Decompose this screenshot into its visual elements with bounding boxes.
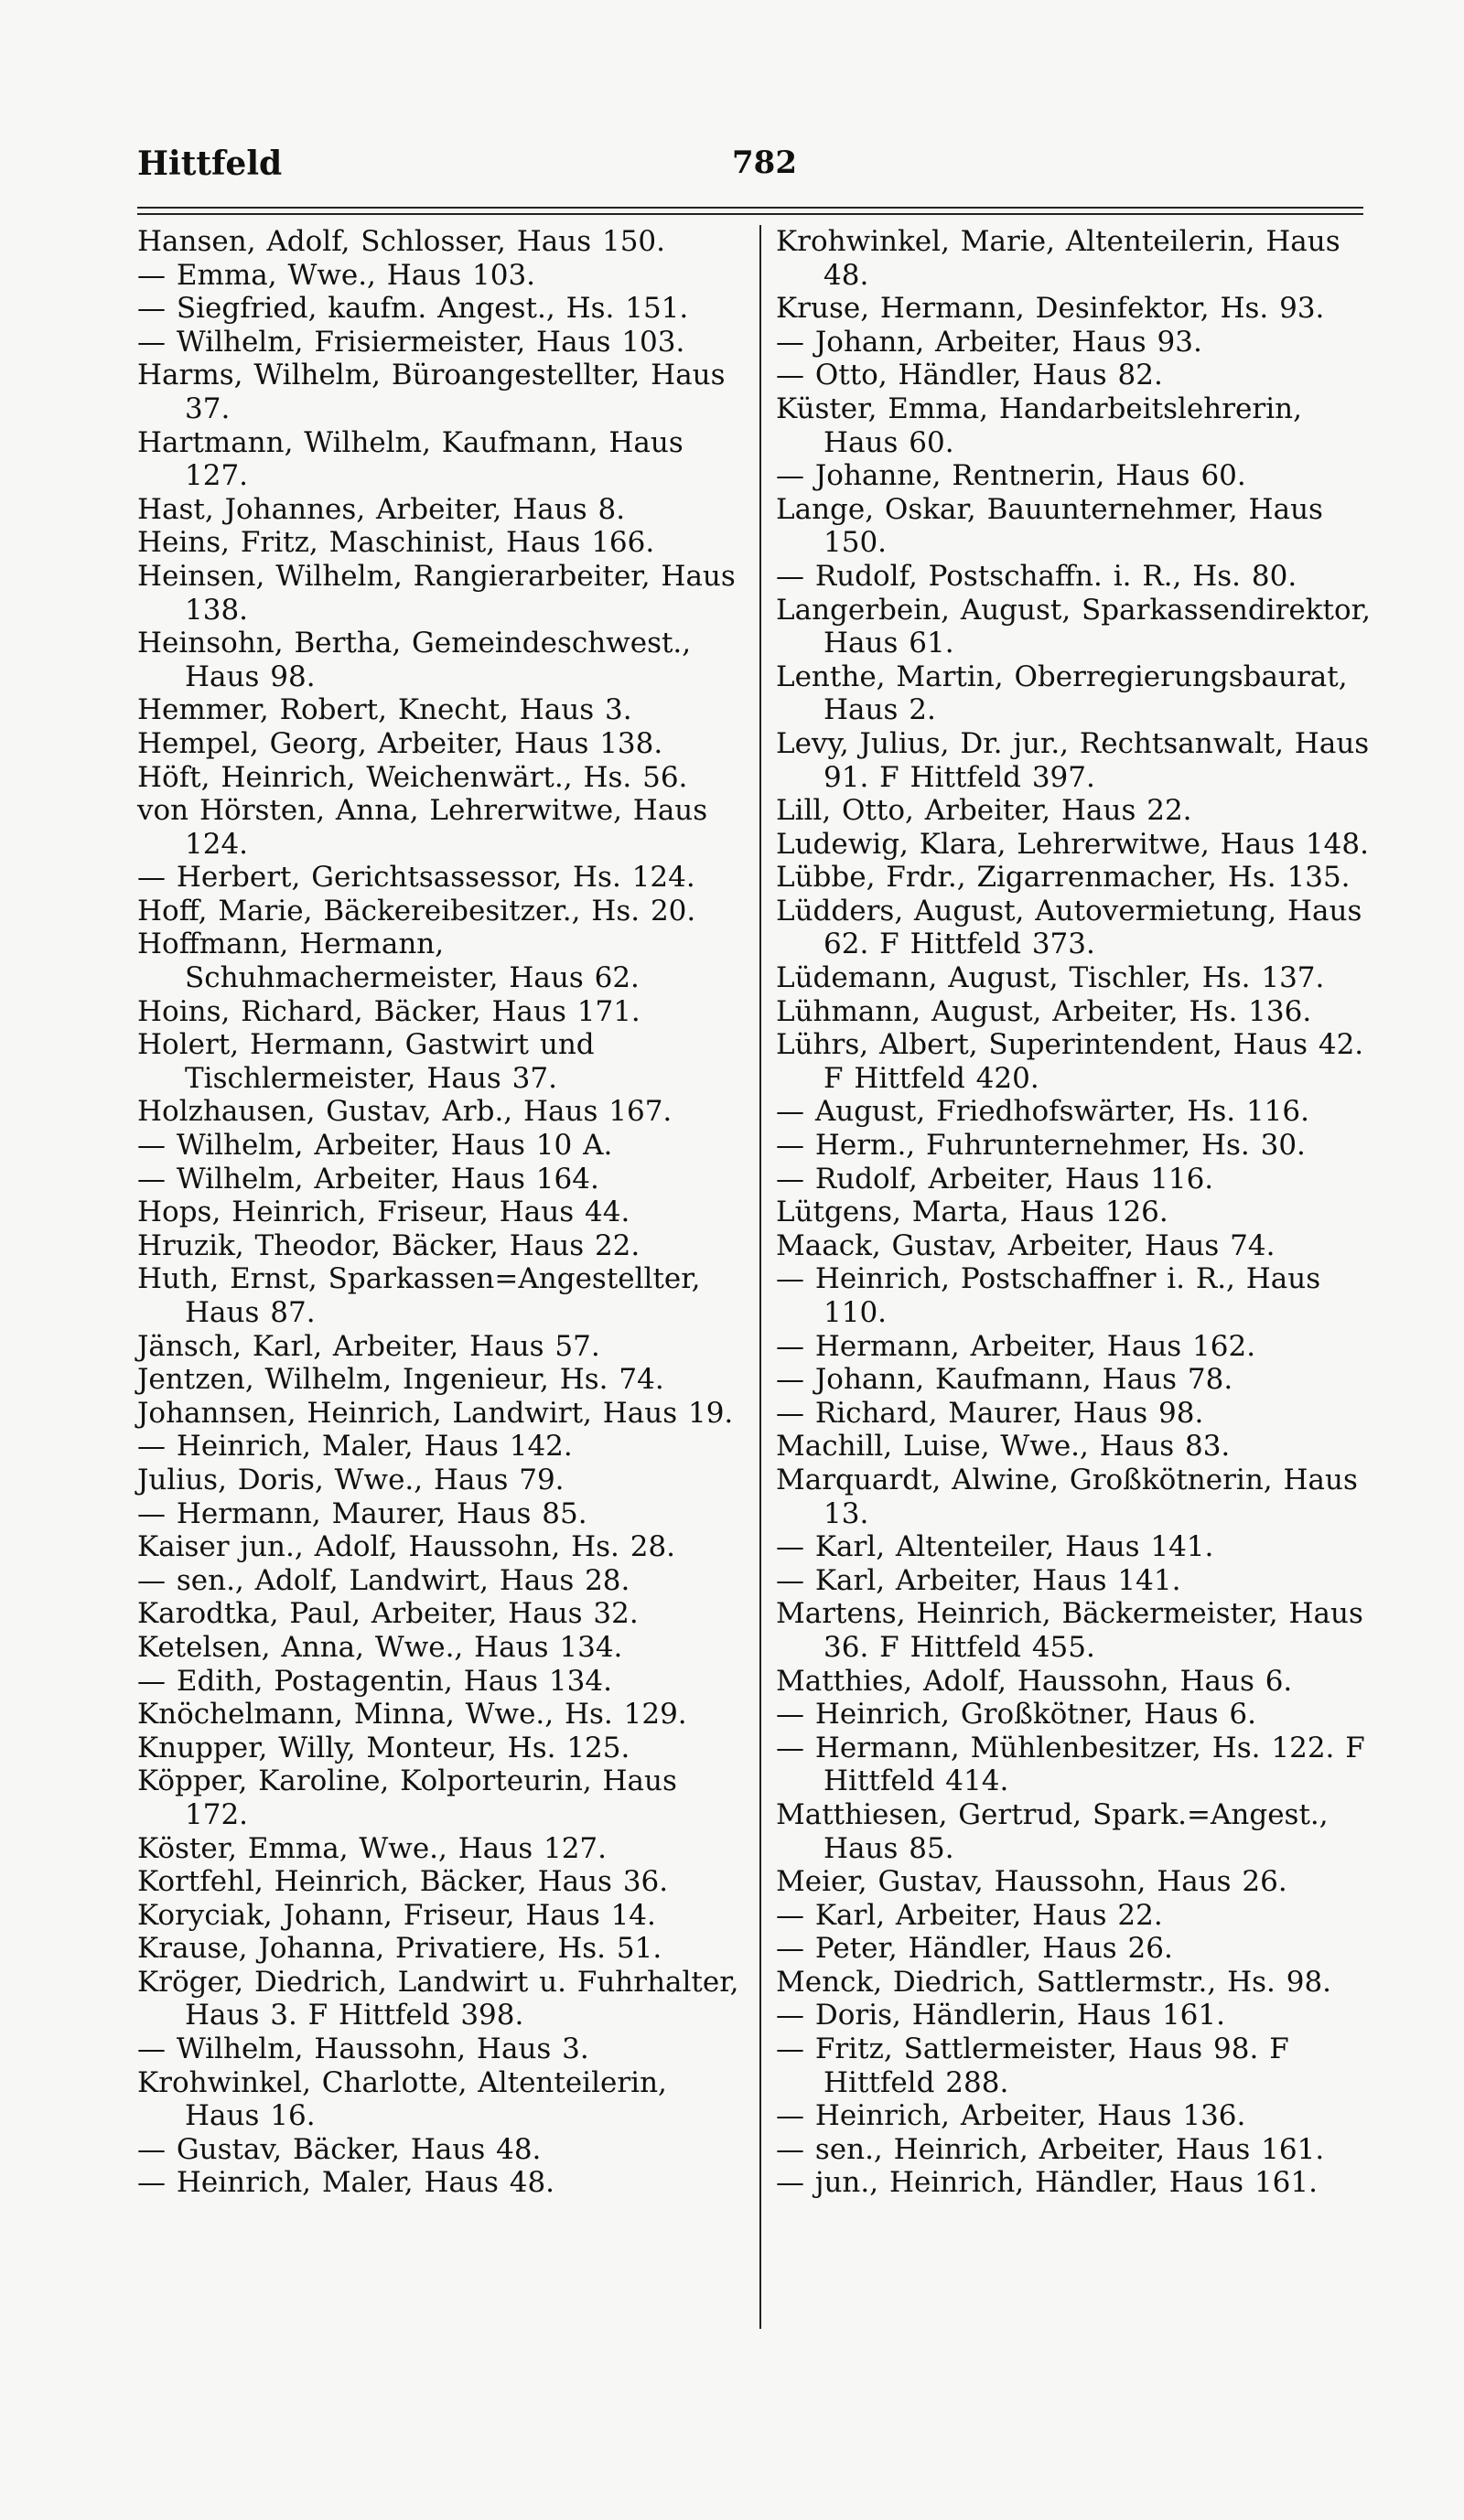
directory-entry: — Doris, Händlerin, Haus 161. [776, 1999, 1225, 2032]
directory-entry: — Heinrich, Arbeiter, Haus 136. [776, 2099, 1246, 2133]
directory-entry: — Rudolf, Postschaffn. i. R., Hs. 80. [776, 559, 1297, 593]
directory-entry: Ludewig, Klara, Lehrerwitwe, Haus 148. [776, 827, 1369, 861]
directory-entry: Lübbe, Frdr., Zigarrenmacher, Hs. 135. [776, 861, 1351, 895]
directory-entry: — Richard, Maurer, Haus 98. [776, 1396, 1204, 1430]
directory-entry: Heinsohn, Bertha, Gemeindeschwest., Haus 98. [137, 627, 692, 693]
directory-entry: — Johann, Kaufmann, Haus 78. [776, 1363, 1233, 1397]
directory-entry: — August, Friedhofswärter, Hs. 116. [776, 1095, 1309, 1129]
directory-entry: Maack, Gustav, Arbeiter, Haus 74. [776, 1228, 1276, 1262]
directory-entry: — Heinrich, Maler, Haus 142. [137, 1430, 573, 1464]
directory-entry: Kruse, Hermann, Desinfektor, Hs. 93. [776, 292, 1325, 326]
header-rule-lower [137, 213, 1363, 215]
right-column [776, 225, 1384, 2200]
directory-entry: Lüdders, August, Autovermietung, Haus 62. F Hittfeld 373. [776, 894, 1362, 961]
directory-entry: — jun., Heinrich, Händler, Haus 161. [776, 2166, 1318, 2200]
directory-entry: Lührs, Albert, Superintendent, Haus 42. F Hittfeld 420. [776, 1028, 1364, 1095]
directory-entry: Hansen, Adolf, Schlosser, Haus 150. [137, 225, 665, 258]
directory-entry: — Gustav, Bäcker, Haus 48. [137, 2132, 542, 2166]
directory-entry: Karodtka, Paul, Arbeiter, Haus 32. [137, 1597, 639, 1631]
directory-entry: Hoins, Richard, Bäcker, Haus 171. [137, 994, 640, 1028]
directory-entry: Lill, Otto, Arbeiter, Haus 22. [776, 794, 1192, 828]
directory-entry: — Heinrich, Postschaffner i. R., Haus 110. [776, 1262, 1321, 1329]
directory-entry: Heins, Fritz, Maschinist, Haus 166. [137, 526, 655, 560]
directory-entry: — Karl, Altenteiler, Haus 141. [776, 1530, 1214, 1564]
directory-entry: Küster, Emma, Handarbeitslehrerin, Haus 60. [776, 391, 1302, 459]
directory-entry: Köpper, Karoline, Kolporteurin, Haus 172. [137, 1764, 677, 1831]
directory-entry: — Johanne, Rentnerin, Haus 60. [776, 459, 1246, 493]
directory-entry: Julius, Doris, Wwe., Haus 79. [137, 1463, 565, 1496]
directory-entry: Koryciak, Johann, Friseur, Haus 14. [137, 1898, 656, 1932]
directory-entry: Huth, Ernst, Sparkassen=Angestellter, Haus 87. [137, 1262, 701, 1329]
directory-entry: Jänsch, Karl, Arbeiter, Haus 57. [137, 1329, 600, 1363]
directory-entry: — Hermann, Maurer, Haus 85. [137, 1496, 587, 1530]
directory-entry: — Herm., Fuhrunternehmer, Hs. 30. [776, 1129, 1306, 1163]
directory-entry: Köster, Emma, Wwe., Haus 127. [137, 1831, 608, 1865]
directory-entry: Lange, Oskar, Bauunternehmer, Haus 150. [776, 492, 1323, 560]
directory-entry: von Hörsten, Anna, Lehrerwitwe, Haus 124. [137, 794, 708, 861]
directory-entry: Krohwinkel, Charlotte, Altenteilerin, Haus 16. [137, 2065, 667, 2133]
directory-entry: — sen., Adolf, Landwirt, Haus 28. [137, 1563, 630, 1597]
directory-entry: Hemmer, Robert, Knecht, Haus 3. [137, 693, 632, 727]
directory-entry: Lüdemann, August, Tischler, Hs. 137. [776, 961, 1325, 995]
directory-entry: Kröger, Diedrich, Landwirt u. Fuhrhalter, Haus 3. F Hittfeld 398. [137, 1965, 739, 2032]
directory-entry: Hops, Heinrich, Friseur, Haus 44. [137, 1196, 630, 1229]
directory-entry: — Karl, Arbeiter, Haus 22. [776, 1898, 1163, 1932]
directory-entry: — Otto, Händler, Haus 82. [776, 359, 1163, 392]
directory-entry: — Fritz, Sattlermeister, Haus 98. F Hittfeld 288. [776, 2032, 1289, 2099]
directory-entry: Martens, Heinrich, Bäckermeister, Haus 36. F Hittfeld 455. [776, 1597, 1363, 1664]
directory-entry: Heinsen, Wilhelm, Rangierarbeiter, Haus 138. [137, 559, 736, 627]
directory-entry: Jentzen, Wilhelm, Ingenieur, Hs. 74. [137, 1363, 664, 1397]
directory-entry: Matthiesen, Gertrud, Spark.=Angest., Haus 85. [776, 1797, 1329, 1865]
left-column [137, 225, 746, 2200]
directory-entry: Matthies, Adolf, Haussohn, Haus 6. [776, 1664, 1293, 1698]
directory-entry: — Rudolf, Arbeiter, Haus 116. [776, 1162, 1214, 1196]
directory-entry: Hoffmann, Hermann, Schuhmachermeister, Haus 62. [137, 928, 640, 995]
directory-entry: Knupper, Willy, Monteur, Hs. 125. [137, 1731, 630, 1764]
directory-entry: Holert, Hermann, Gastwirt und Tischlermeister, Haus 37. [137, 1028, 595, 1095]
directory-entry: — sen., Heinrich, Arbeiter, Haus 161. [776, 2132, 1325, 2166]
header-rule-upper [137, 207, 1363, 209]
directory-entry: — Hermann, Arbeiter, Haus 162. [776, 1329, 1256, 1363]
running-head [137, 145, 1363, 190]
directory-entry: Höft, Heinrich, Weichenwärt., Hs. 56. [137, 760, 688, 794]
directory-entry: — Siegfried, kaufm. Angest., Hs. 151. [137, 292, 689, 326]
directory-entry: Lenthe, Martin, Oberregierungsbaurat, Haus 2. [776, 659, 1348, 727]
directory-entry: Lühmann, August, Arbeiter, Hs. 136. [776, 994, 1312, 1028]
directory-entry: — Heinrich, Großkötner, Haus 6. [776, 1698, 1256, 1732]
directory-entry: — Wilhelm, Arbeiter, Haus 164. [137, 1162, 599, 1196]
directory-entry: Hartmann, Wilhelm, Kaufmann, Haus 127. [137, 425, 684, 493]
directory-entry: Kortfehl, Heinrich, Bäcker, Haus 36. [137, 1865, 669, 1899]
directory-entry: Kaiser jun., Adolf, Haussohn, Hs. 28. [137, 1530, 676, 1564]
directory-entry: — Wilhelm, Haussohn, Haus 3. [137, 2032, 589, 2066]
column-divider [759, 225, 761, 2329]
directory-entry: — Wilhelm, Arbeiter, Haus 10 A. [137, 1129, 613, 1163]
page-number: 782 [732, 145, 797, 181]
directory-entry: Hoff, Marie, Bäckereibesitzer., Hs. 20. [137, 894, 696, 928]
directory-entry: Marquardt, Alwine, Großkötnerin, Haus 13. [776, 1463, 1358, 1530]
directory-entry: Meier, Gustav, Haussohn, Haus 26. [776, 1865, 1287, 1899]
place-heading: Hittfeld [137, 145, 283, 183]
directory-entry: Hast, Johannes, Arbeiter, Haus 8. [137, 492, 626, 526]
directory-entry: Harms, Wilhelm, Büroangestellter, Haus 37. [137, 359, 726, 425]
directory-entry: Krause, Johanna, Privatiere, Hs. 51. [137, 1932, 662, 1966]
directory-entry: Levy, Julius, Dr. jur., Rechtsanwalt, Haus 91. F Hittfeld 397. [776, 726, 1370, 794]
directory-entry: Menck, Diedrich, Sattlermstr., Hs. 98. [776, 1965, 1332, 1999]
directory-entry: — Emma, Wwe., Haus 103. [137, 258, 536, 292]
directory-entry: Holzhausen, Gustav, Arb., Haus 167. [137, 1095, 673, 1129]
directory-entry: — Wilhelm, Frisiermeister, Haus 103. [137, 325, 685, 359]
directory-entry: — Hermann, Mühlenbesitzer, Hs. 122. F Hittfeld 414. [776, 1731, 1365, 1798]
directory-entry: Lütgens, Marta, Haus 126. [776, 1196, 1168, 1229]
directory-entry: Johannsen, Heinrich, Landwirt, Haus 19. [137, 1396, 734, 1430]
directory-entry: — Johann, Arbeiter, Haus 93. [776, 325, 1202, 359]
directory-entry: Ketelsen, Anna, Wwe., Haus 134. [137, 1630, 623, 1664]
directory-entry: — Herbert, Gerichtsassessor, Hs. 124. [137, 861, 695, 895]
directory-entry: — Peter, Händler, Haus 26. [776, 1932, 1173, 1966]
directory-entry: — Edith, Postagentin, Haus 134. [137, 1664, 612, 1698]
directory-entry: Langerbein, August, Sparkassendirektor, Haus 61. [776, 593, 1371, 660]
directory-entry: Machill, Luise, Wwe., Haus 83. [776, 1430, 1231, 1464]
directory-entry: Hempel, Georg, Arbeiter, Haus 138. [137, 726, 663, 760]
directory-entry: — Heinrich, Maler, Haus 48. [137, 2166, 555, 2200]
directory-entry: Krohwinkel, Marie, Altenteilerin, Haus 48. [776, 225, 1340, 292]
directory-entry: — Karl, Arbeiter, Haus 141. [776, 1563, 1181, 1597]
directory-entry: Knöchelmann, Minna, Wwe., Hs. 129. [137, 1698, 687, 1732]
directory-entry: Hruzik, Theodor, Bäcker, Haus 22. [137, 1228, 640, 1262]
